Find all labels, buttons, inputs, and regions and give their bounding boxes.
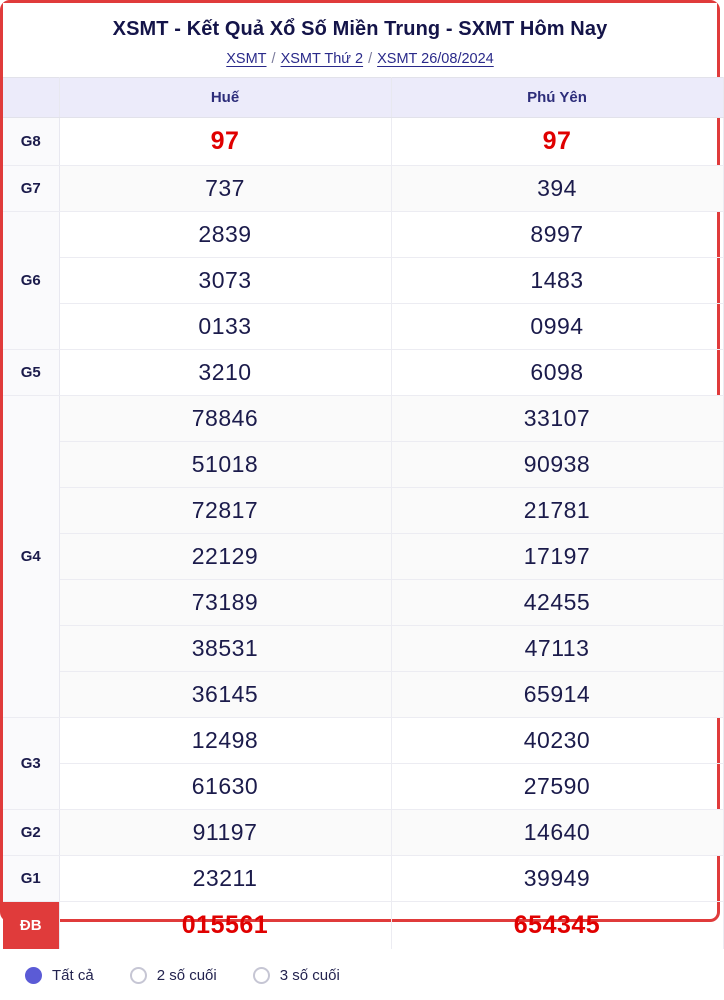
breadcrumb-item-1[interactable]: XSMT Thứ 2 [280,51,364,67]
table-row [3,258,723,304]
prize-label-g1: G1 [3,856,59,902]
result-value: 654345 [391,902,723,950]
result-value: 0994 [391,304,723,350]
result-value: 36145 [59,672,391,718]
result-value: 38531 [59,626,391,672]
prize-label-g7: G7 [3,166,59,212]
filter-option-label: 2 số cuối [156,967,217,984]
filter-option-last-3[interactable] [253,967,340,984]
result-value: 394 [391,166,723,212]
result-value: 737 [59,166,391,212]
result-value: 0133 [59,304,391,350]
table-row [3,764,723,810]
result-value: 90938 [391,442,723,488]
result-value: 12498 [59,718,391,764]
result-value: 47113 [391,626,723,672]
result-value: 27590 [391,764,723,810]
table-row [3,350,723,396]
table-row [3,626,723,672]
result-value: 39949 [391,856,723,902]
filter-options [3,949,717,1000]
prize-label-g2: G2 [3,810,59,856]
table-row [3,718,723,764]
table-row [3,304,723,350]
filter-option-label: Tất cả [52,967,94,984]
table-row [3,396,723,442]
table-row [3,534,723,580]
breadcrumb-item-0[interactable]: XSMT [226,51,267,67]
prize-label-g5: G5 [3,350,59,396]
prize-label-g3: G3 [3,718,59,810]
prize-label-db: ĐB [3,902,59,950]
table-row [3,580,723,626]
result-value: 1483 [391,258,723,304]
province-header-phu-yen: Phú Yên [391,78,723,118]
result-value: 40230 [391,718,723,764]
result-value: 51018 [59,442,391,488]
page-header [3,3,717,77]
result-value: 2839 [59,212,391,258]
breadcrumb [13,51,707,67]
result-value: 91197 [59,810,391,856]
table-row [3,166,723,212]
table-row [3,902,723,950]
result-value: 73189 [59,580,391,626]
table-row [3,856,723,902]
filter-option-last-2[interactable] [130,967,217,984]
breadcrumb-separator-1: / [368,51,373,67]
result-value: 33107 [391,396,723,442]
result-value: 6098 [391,350,723,396]
table-row [3,672,723,718]
result-value: 17197 [391,534,723,580]
filter-option-all[interactable] [25,967,94,984]
prize-label-g8: G8 [3,118,59,166]
result-value: 97 [391,118,723,166]
result-value: 78846 [59,396,391,442]
radio-icon[interactable] [25,967,42,984]
result-value: 42455 [391,580,723,626]
radio-icon[interactable] [130,967,147,984]
breadcrumb-separator-0: / [271,51,276,67]
table-row [3,442,723,488]
table-row [3,118,723,166]
table-corner-cell [3,78,59,118]
radio-icon[interactable] [253,967,270,984]
result-value: 72817 [59,488,391,534]
prize-label-g6: G6 [3,212,59,350]
result-value: 65914 [391,672,723,718]
result-value: 14640 [391,810,723,856]
table-row [3,488,723,534]
table-header-row [3,78,723,118]
result-value: 97 [59,118,391,166]
province-header-hue: Huế [59,78,391,118]
result-value: 8997 [391,212,723,258]
result-value: 23211 [59,856,391,902]
result-value: 015561 [59,902,391,950]
lottery-results-table [3,77,724,949]
prize-label-g4: G4 [3,396,59,718]
result-value: 3073 [59,258,391,304]
table-row [3,212,723,258]
result-value: 3210 [59,350,391,396]
filter-option-label: 3 số cuối [279,967,340,984]
result-value: 22129 [59,534,391,580]
breadcrumb-item-2[interactable]: XSMT 26/08/2024 [377,51,494,67]
table-row [3,810,723,856]
result-value: 21781 [391,488,723,534]
result-value: 61630 [59,764,391,810]
page-title: XSMT - Kết Quả Xổ Số Miền Trung - SXMT Hôm Nay [112,18,608,40]
